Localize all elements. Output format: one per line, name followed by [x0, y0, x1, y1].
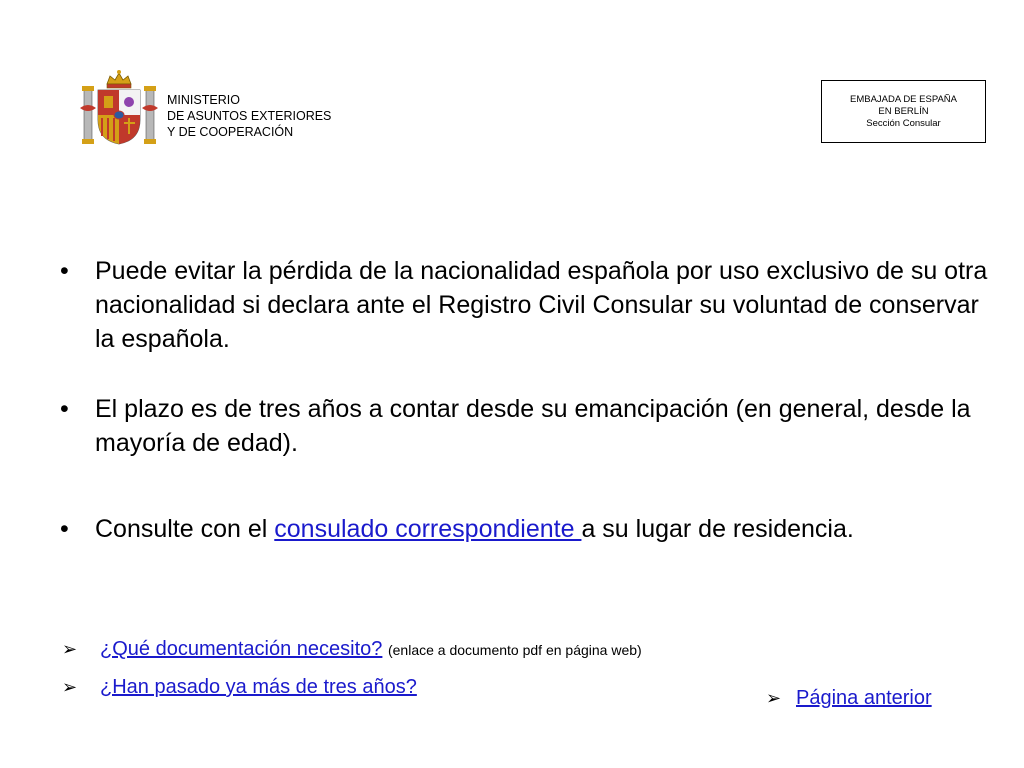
bullet-text-prefix: Consulte con el [95, 515, 275, 543]
ministry-line-3: Y DE COOPERACIÓN [167, 125, 294, 139]
ministry-line-1: MINISTERIO [167, 93, 240, 107]
bullet-item [60, 512, 990, 546]
bullet-marker: • [60, 257, 69, 285]
previous-page-row [766, 685, 932, 711]
documentation-note: (enlace a documento pdf en página web) [387, 642, 642, 658]
bullet-item [60, 254, 990, 356]
three-years-link[interactable]: ¿Han pasado ya más de tres años? [100, 676, 417, 698]
bullet-text-suffix: a su lugar de residencia. [581, 515, 854, 543]
previous-page-link[interactable]: Página anterior [796, 687, 932, 709]
bullet-text: Puede evitar la pérdida de la nacionalidad española por uso exclusivo de su otra nacionalidad si declara ante el Registro Civil Consular su voluntad de conservar la española. [95, 257, 988, 353]
bullet-marker: • [60, 395, 69, 423]
bullet-text: El plazo es de tres años a contar desde su emancipación (en general, desde la mayoría de edad). [95, 395, 971, 457]
bullet-item [60, 392, 990, 460]
embassy-line-2: EN BERLÍN [878, 106, 929, 117]
embassy-line-1: EMBAJADA DE ESPAÑA [850, 94, 957, 105]
embassy-box [821, 80, 986, 143]
bullet-marker: • [60, 515, 69, 543]
arrow-icon: ➢ [62, 639, 78, 659]
documentation-row [62, 636, 642, 663]
bullet-list [60, 254, 990, 546]
three-years-row [62, 674, 417, 700]
consulate-link[interactable]: consulado correspondiente [274, 515, 582, 543]
ministry-line-2: DE ASUNTOS EXTERIORES [167, 109, 332, 123]
embassy-line-3: Sección Consular [866, 118, 941, 129]
arrow-icon: ➢ [62, 677, 78, 697]
documentation-link[interactable]: ¿Qué documentación necesito? [100, 638, 383, 660]
ministry-name [167, 92, 331, 140]
spain-coat-of-arms-icon [80, 68, 158, 148]
arrow-icon: ➢ [766, 688, 782, 708]
